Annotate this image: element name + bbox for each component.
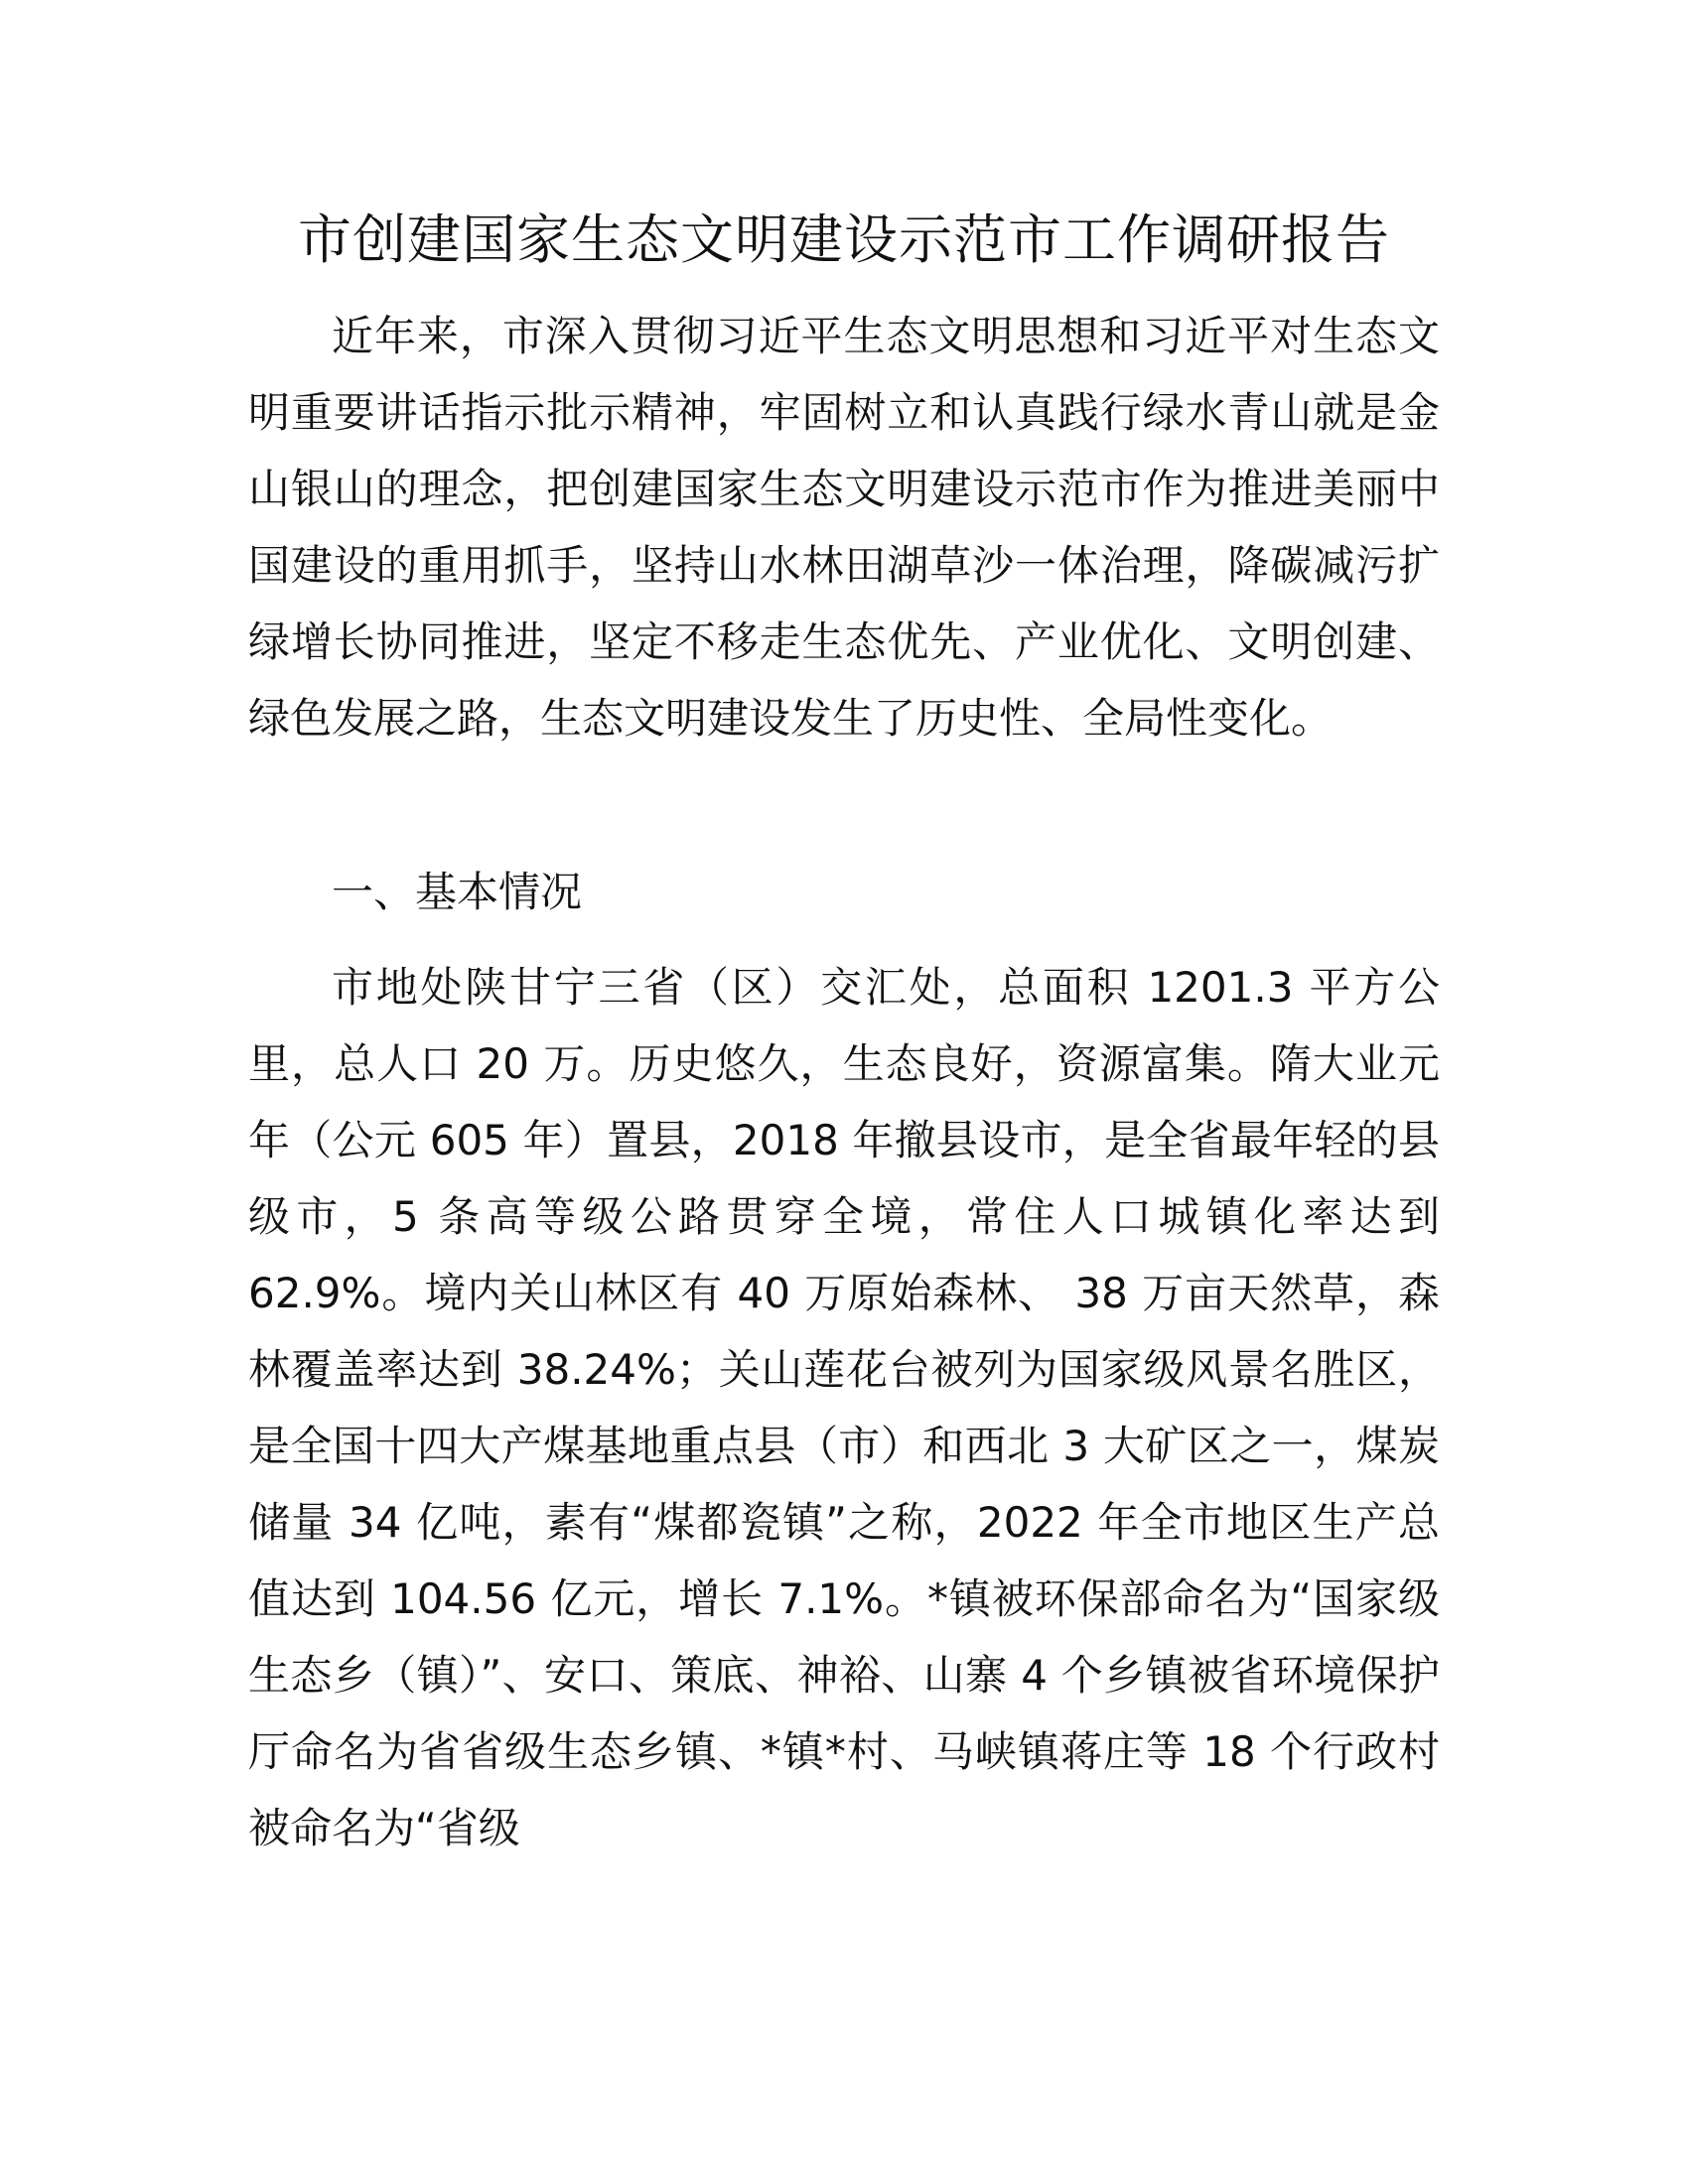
basic-info-section [248, 949, 1440, 1866]
document-title: 市创建国家生态文明建设示范市工作调研报告 [298, 208, 1390, 271]
intro-paragraph: 近年来，市深入贯彻习近平生态文明思想和习近平对生态文明重要讲话指示批示精神，牢固树立和认真践行绿水青山就是金山银山的理念，把创建国家生态文明建设示范市作为推进美丽中国建设的重用抓手，坚持山水林田湖草沙一体治理，降碳减污扩绿增长协同推进，坚定不移走生态优先、产业优化、文明创建、绿色发展之路，生态文明建设发生了历史性、全局性变化。 [248, 312, 1440, 743]
section-heading: 一、基本情况 [332, 868, 583, 916]
basic-info-paragraph: 市地处陕甘宁三省（区）交汇处，总面积 1201.3 平方公里，总人口 20 万。历史悠久，生态良好，资源富集。隋大业元年（公元 605 年）置县，2018 年撤县设市，是全省最年轻的县级市，5 条高等级公路贯穿全境，常住人口城镇化率达到 62.9%。境内关山林区有 40 万原始森林、 38 万亩天然草，森林覆盖率达到 38.24%；关山莲花台被列为国家级风景名胜区，是全国十四大产煤基地重点县（市）和西北 3 大矿区之一，煤炭储量 34 亿吨，素有“煤都瓷镇”之称，2022 年全市地区生产总值达到 104.56 亿元，增长 7.1%。*镇被环保部命名为“国家级生态乡（镇）”、安口、策底、神裕、山寨 4 个乡镇被省环境保护厅命名为省省级生态乡镇、*镇*村、马峡镇蒋庄等 18 个行政村被命名为“省级 [248, 963, 1440, 1852]
intro-section [248, 298, 1440, 756]
